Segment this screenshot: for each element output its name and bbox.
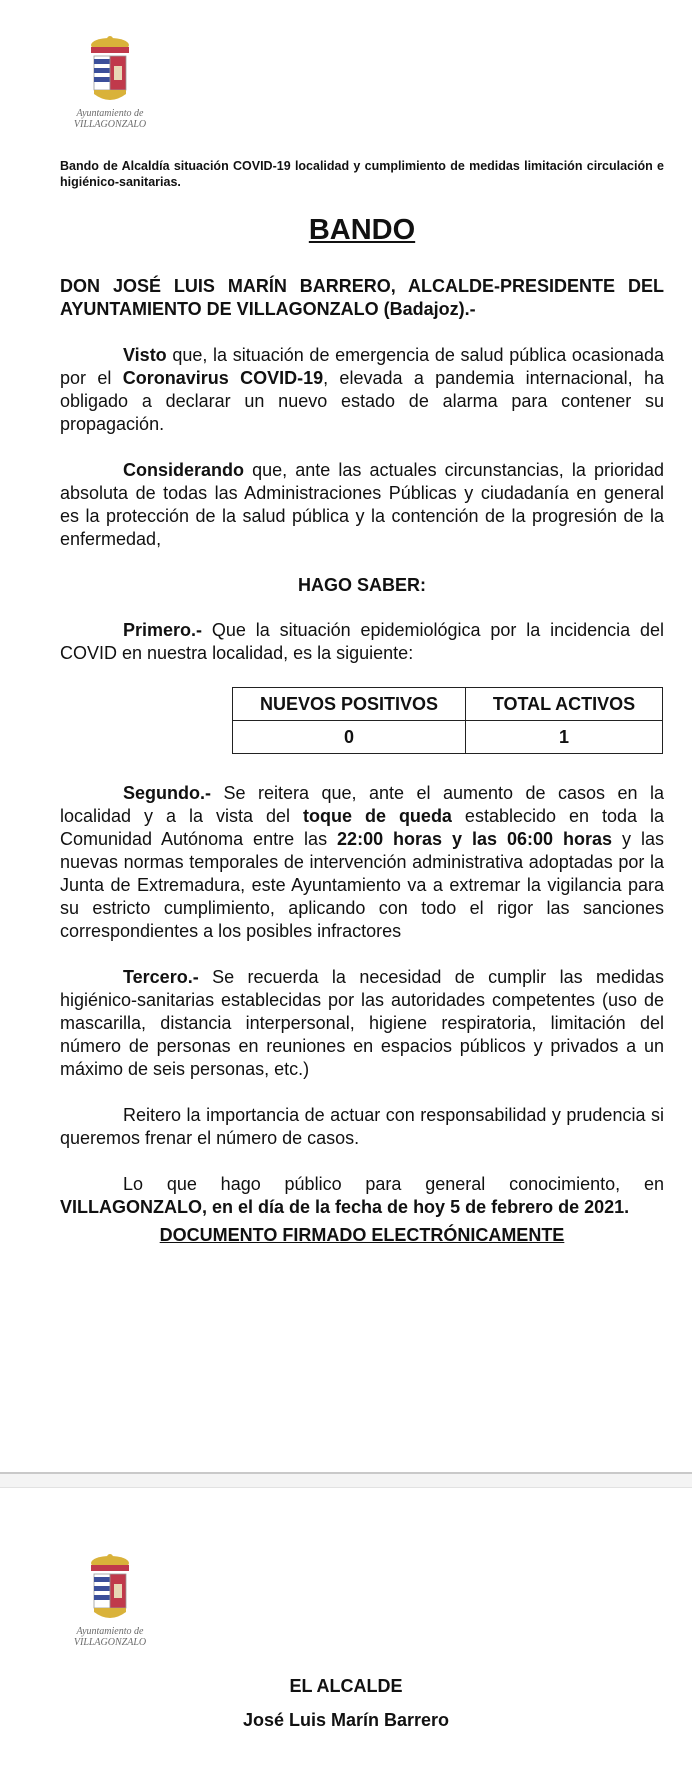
table-header-nuevos: NUEVOS POSITIVOS (233, 688, 466, 721)
table-cell-nuevos: 0 (233, 721, 466, 754)
document-subject: Bando de Alcaldía situación COVID-19 localidad y cumplimiento de medidas limitación circulación e higiénico-sanitarias. (60, 159, 664, 189)
closing-text: Lo que hago público para general conocimiento, en (123, 1174, 664, 1194)
table-row (233, 721, 663, 754)
logo-text-line1: Ayuntamiento de (76, 1626, 144, 1637)
tercero-lead: Tercero.- (123, 967, 199, 987)
covid-stats-table (232, 687, 663, 754)
segundo-bold2: 22:00 horas y las 06:00 horas (337, 829, 613, 849)
visto-paragraph (60, 344, 664, 436)
considerando-paragraph (60, 459, 664, 551)
hago-saber-heading: HAGO SABER: (297, 575, 426, 595)
segundo-lead: Segundo.- (123, 783, 211, 803)
signed-electronically-label: DOCUMENTO FIRMADO ELECTRÓNICAMENTE (159, 1225, 565, 1245)
table-header-activos: TOTAL ACTIVOS (466, 688, 663, 721)
closing-paragraph (60, 1173, 664, 1219)
segundo-bold1: toque de queda (302, 806, 452, 826)
primero-lead: Primero.- (123, 620, 203, 640)
document-page-2 (0, 1488, 692, 1781)
signature-name: José Luis Marín Barrero (242, 1710, 450, 1730)
mayor-heading: DON JOSÉ LUIS MARÍN BARRERO, ALCALDE-PRESIDENTE DEL AYUNTAMIENTO DE VILLAGONZALO (Badajoz).- (60, 276, 664, 319)
document-body (60, 158, 664, 1246)
municipal-logo (60, 36, 160, 130)
municipal-logo-2 (60, 1554, 160, 1648)
segundo-paragraph (60, 782, 664, 943)
coat-of-arms-icon (80, 1554, 140, 1626)
logo-text-line2: VILLAGONZALO (73, 1637, 147, 1648)
table-cell-activos: 1 (466, 721, 663, 754)
logo-text-line2: VILLAGONZALO (73, 119, 147, 130)
tercero-paragraph (60, 966, 664, 1081)
page-title: BANDO (308, 214, 416, 246)
visto-lead: Visto (123, 345, 167, 365)
logo-text-line1: Ayuntamiento de (76, 108, 144, 119)
reitero-paragraph (60, 1104, 664, 1150)
tercero-text: Se recuerda la necesidad de cumplir las medidas higiénico-sanitarias establecidas por las autoridades competentes (uso de mascarilla, distancia interpersonal, higiene respiratoria, limitación del número de personas en reuniones en espacios públicos y privados a un máximo de seis personas, etc.) (60, 967, 664, 1079)
closing-bold: VILLAGONZALO, en el día de la fecha de hoy 5 de febrero de 2021. (60, 1197, 630, 1217)
reitero-text: Reitero la importancia de actuar con responsabilidad y prudencia si queremos frenar el número de casos. (60, 1105, 664, 1148)
considerando-text: que, ante las actuales circunstancias, la prioridad absoluta de todas las Administraciones Públicas y ciudadanía en general es la protección de la salud pública y la contención de la progresión de la enfermedad, (60, 460, 664, 549)
table-header-row (233, 688, 663, 721)
signature-role: EL ALCALDE (289, 1676, 403, 1696)
page-separator (0, 1472, 692, 1488)
visto-text2: , elevada a pandemia internacional, ha obligado a declarar un nuevo estado de alarma para contener su propagación. (60, 368, 664, 434)
segundo-text3: y las nuevas normas temporales de intervención administrativa adoptadas por la Junta de Extremadura, este Ayuntamiento va a extremar la vigilancia para su estricto cumplimiento, aplicando con todo el rigor las sanciones correspondientes a los posibles infractores (60, 829, 664, 941)
primero-paragraph (60, 619, 664, 665)
segundo-text1: Se reitera que, ante el aumento de casos en la localidad y a la vista del (60, 783, 664, 826)
considerando-lead: Considerando (123, 460, 245, 480)
visto-text1: que, la situación de emergencia de salud pública ocasionada por el (60, 345, 664, 388)
primero-text: Que la situación epidemiológica por la incidencia del COVID en nuestra localidad, es la siguiente: (60, 620, 664, 663)
segundo-text2: establecido en toda la Comunidad Autónoma entre las (60, 806, 664, 849)
coat-of-arms-icon (80, 36, 140, 108)
visto-bold: Coronavirus COVID-19 (122, 368, 324, 388)
